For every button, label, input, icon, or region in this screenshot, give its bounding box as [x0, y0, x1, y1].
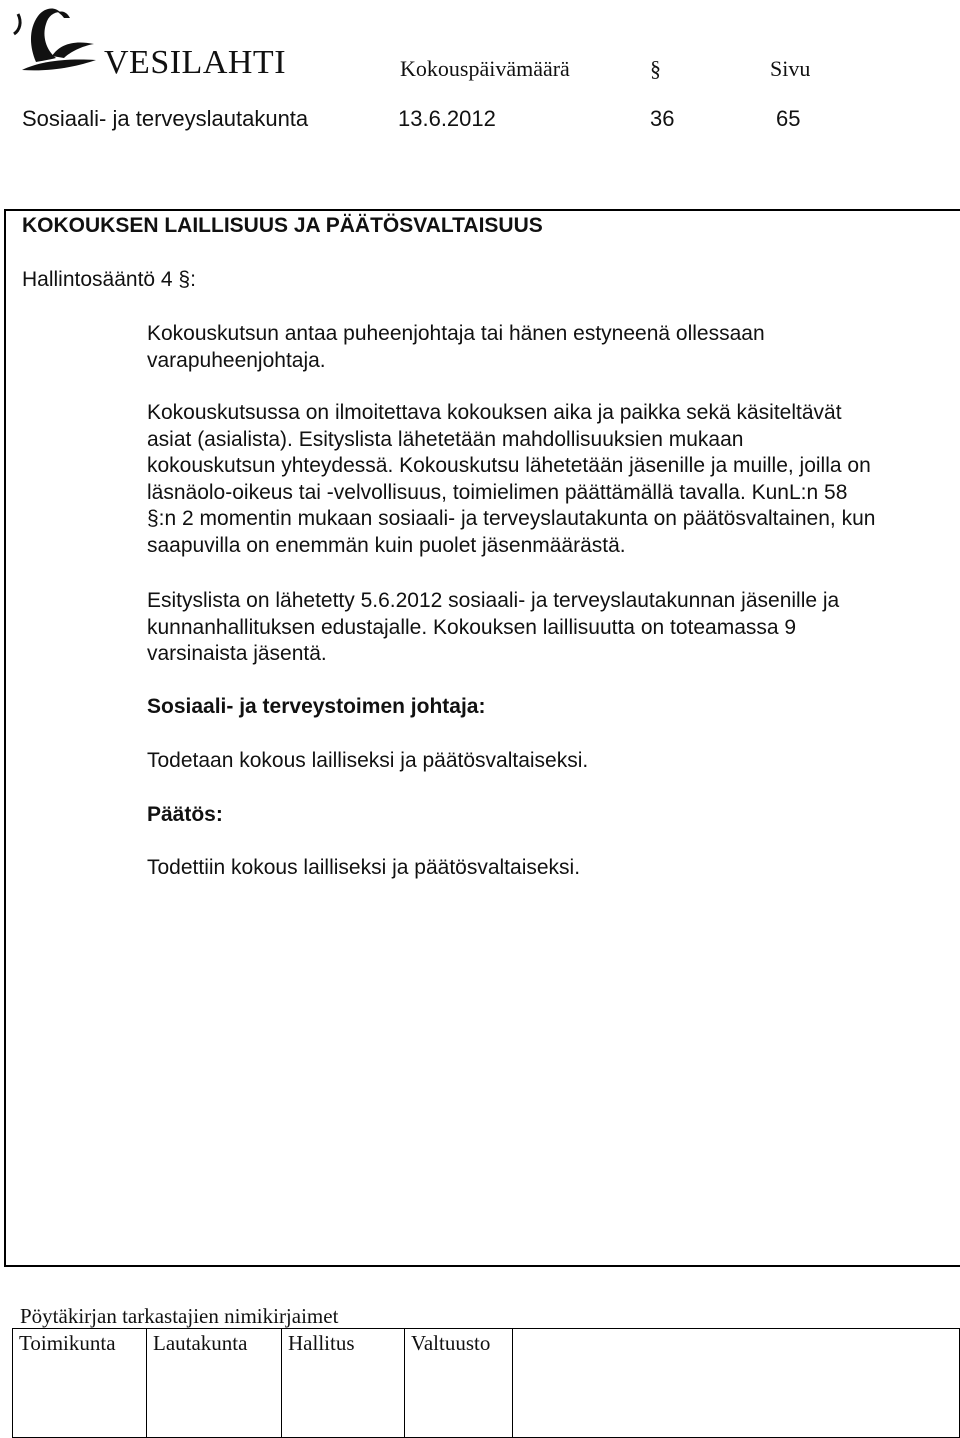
text-line: varapuheenjohtaja. — [147, 348, 326, 372]
proposal-text: Todetaan kokous lailliseksi ja päätösvaltaiseksi. — [147, 749, 589, 772]
text-line: kunnanhallituksen edustajalle. Kokouksen laillisuutta on toteamassa 9 — [147, 615, 797, 639]
text-line: kokouskutsun yhteydessä. Kokouskutsu lähetetään jäsenille ja muille, joilla on — [147, 454, 871, 477]
paragraph-sent — [147, 588, 947, 668]
text-line: asiat (asialista). Esityslista lähetetään mahdollisuuksien mukaan — [147, 427, 744, 451]
text-line: Kokouskutsun antaa puheenjohtaja tai hänen estyneenä ollessaan — [147, 322, 765, 345]
body-name: Sosiaali- ja terveyslautakunta — [22, 106, 309, 131]
date-label: Kokouspäivämäärä — [400, 56, 570, 81]
signature-caption: Pöytäkirjan tarkastajien nimikirjaimet — [20, 1304, 339, 1328]
column-label: Valtuusto — [411, 1331, 491, 1355]
column-label: Hallitus — [288, 1331, 355, 1355]
paragraph-invitation — [147, 321, 947, 374]
text-line: saapuvilla on enemmän kuin puolet jäsenmäärästä. — [147, 533, 626, 557]
section-title: KOKOUKSEN LAILLISUUS JA PÄÄTÖSVALTAISUUS — [22, 214, 543, 237]
signature-cell-toimikunta — [13, 1329, 147, 1438]
decision-heading: Päätös: — [147, 803, 223, 826]
text-line: §:n 2 momentin mukaan sosiaali- ja terveyslautakunta on päätösvaltainen, kun — [147, 507, 876, 530]
column-label: Toimikunta — [19, 1331, 116, 1355]
vesilahti-logo — [8, 0, 287, 81]
signature-cell-hallitus — [282, 1329, 405, 1438]
page-label: Sivu — [770, 56, 811, 81]
section-label: § — [650, 56, 661, 81]
text-line: Kokouskutsussa on ilmoitettava kokouksen aika ja paikka sekä käsiteltävät — [147, 401, 842, 424]
text-line: läsnäolo-oikeus tai -velvollisuus, toimielimen päättämällä tavalla. KunL:n 58 — [147, 480, 848, 504]
page-number: 65 — [776, 106, 801, 131]
signature-cell-lautakunta — [147, 1329, 282, 1438]
signature-cell-empty — [513, 1329, 960, 1438]
swan-emblem-icon — [8, 0, 108, 78]
column-label: Lautakunta — [153, 1331, 248, 1355]
text-line: Esityslista on lähetetty 5.6.2012 sosiaali- ja terveyslautakunnan jäsenille ja — [147, 589, 840, 612]
paragraph-agenda — [147, 400, 947, 559]
logo-wordmark: VESILAHTI — [104, 44, 287, 81]
meeting-date: 13.6.2012 — [398, 106, 496, 131]
decision-text: Todettiin kokous lailliseksi ja päätösvaltaiseksi. — [147, 856, 581, 879]
signature-cell-valtuusto — [405, 1329, 513, 1438]
rule-reference: Hallintosääntö 4 §: — [22, 268, 196, 291]
text-line: varsinaista jäsentä. — [147, 642, 327, 665]
section-number: 36 — [650, 106, 675, 131]
signature-table — [12, 1328, 960, 1438]
proposer-heading: Sosiaali- ja terveystoimen johtaja: — [147, 695, 486, 718]
